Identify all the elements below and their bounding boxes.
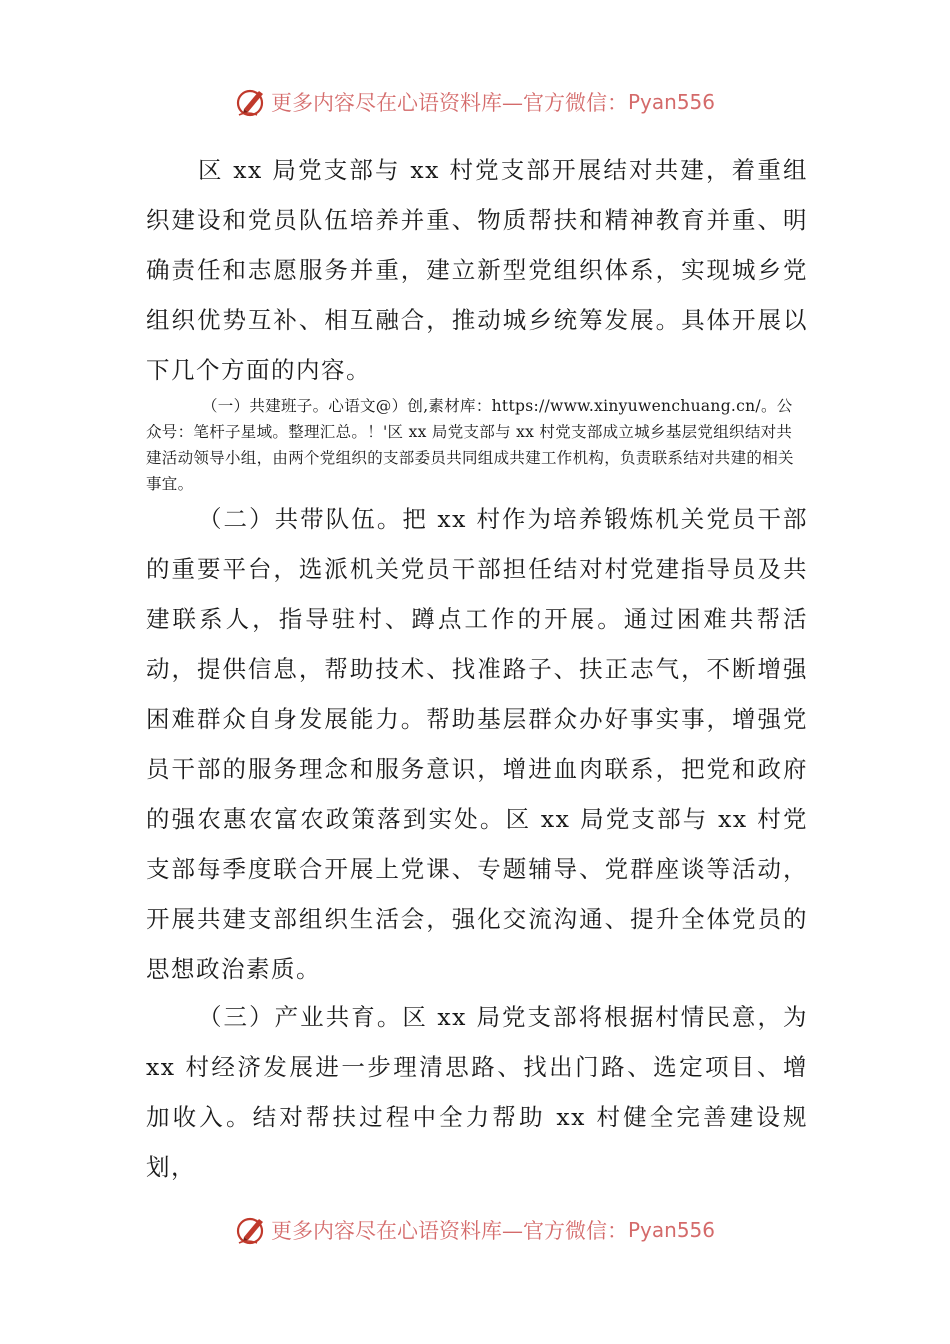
watermark-text: 更多内容尽在心语资料库—官方微信：	[270, 91, 628, 115]
paragraph-section-one: （一）共建班子。心语文@）创,素材库：https://www.xinyuwenchuang.cn/。公众号：笔杆子星域。整理汇总。！'区 xx 局党支部与 xx 村党支部成立城乡基层党组织结对共建活动领导小组，由两个党组织的支部委员共同组成共建工作机构，负责联系结对共建的相关事宜。	[146, 397, 794, 493]
watermark-wechat-id: Pyan556	[627, 90, 715, 114]
watermark-text: 更多内容尽在心语资料库—官方微信：	[270, 1219, 628, 1243]
paragraph-section-two: （二）共带队伍。把 xx 村作为培养锻炼机关党员干部的重要平台，选派机关党员干部担任结对村党建指导员及共建联系人，指导驻村、蹲点工作的开展。通过困难共帮活动，提供信息，帮助技术、找准路子、扶正志气，不断增强困难群众自身发展能力。帮助基层群众办好事实事，增强党员干部的服务理念和服务意识，增进血肉联系，把党和政府的强农惠农富农政策落到实处。区 xx 局党支部与 xx 村党支部每季度联合开展上党课、专题辅导、党群座谈等活动，开展共建支部组织生活会，强化交流沟通、提升全体党员的思想政治素质。	[146, 505, 808, 983]
pen-logo-icon	[235, 85, 269, 119]
footer-watermark	[0, 1210, 950, 1250]
watermark-wechat-id: Pyan556	[627, 1218, 715, 1242]
paragraph-section-three: （三）产业共育。区 xx 局党支部将根据村情民意，为 xx 村经济发展进一步理清思路、找出门路、选定项目、增加收入。结对帮扶过程中全力帮助 xx 村健全完善建设规划，	[146, 1003, 808, 1181]
pen-logo-icon	[235, 1213, 269, 1247]
paragraph-intro: 区 xx 局党支部与 xx 村党支部开展结对共建，着重组织建设和党员队伍培养并重、物质帮扶和精神教育并重、明确责任和志愿服务并重，建立新型党组织体系，实现城乡党组织优势互补、相互融合，推动城乡统筹发展。具体开展以下几个方面的内容。	[146, 156, 808, 384]
header-watermark	[0, 82, 950, 122]
